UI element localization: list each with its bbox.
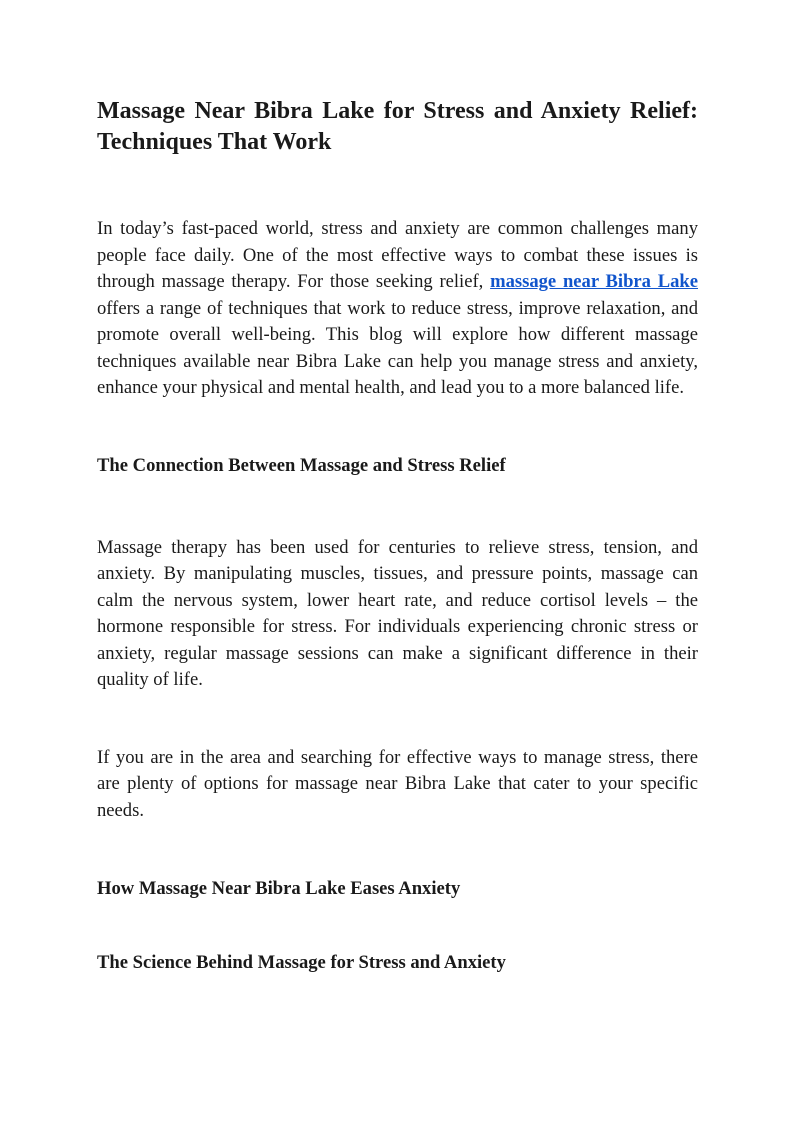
intro-paragraph [97, 216, 698, 402]
connection-paragraph: Massage therapy has been used for centuries to relieve stress, tension, and anxiety. By manipulating muscles, tissues, and pressure points, massage can calm the nervous system, lower heart rate, and reduce cortisol levels – the hormone responsible for stress. For individuals experiencing chronic stress or anxiety, regular massage sessions can make a significant difference in their quality of life. [97, 536, 698, 690]
section-heading-science: The Science Behind Massage for Stress and Anxiety [97, 952, 506, 973]
section-heading-connection: The Connection Between Massage and Stress Relief [97, 454, 506, 476]
massage-near-bibra-lake-link[interactable]: massage near Bibra Lake [490, 271, 699, 292]
section-heading-eases-anxiety: How Massage Near Bibra Lake Eases Anxiety [97, 878, 461, 899]
document-page [97, 96, 698, 976]
document-title: Massage Near Bibra Lake for Stress and Anxiety Relief: Techniques That Work [97, 98, 698, 155]
intro-text-after-link: offers a range of techniques that work to reduce stress, improve relaxation, and promote overall well-being. This blog will explore how different massage techniques available near Bibra Lake can help you manage stress and anxiety, enhance your physical and mental health, and lead you to a more balanced life. [97, 297, 698, 398]
area-paragraph: If you are in the area and searching for effective ways to manage stress, there are plenty of options for massage near Bibra Lake that cater to your specific needs. [97, 746, 698, 821]
intro-text-before-link: In today’s fast-paced world, stress and anxiety are common challenges many people face daily. One of the most effective ways to combat these issues is through massage therapy. For those seeking relief, [97, 218, 698, 292]
